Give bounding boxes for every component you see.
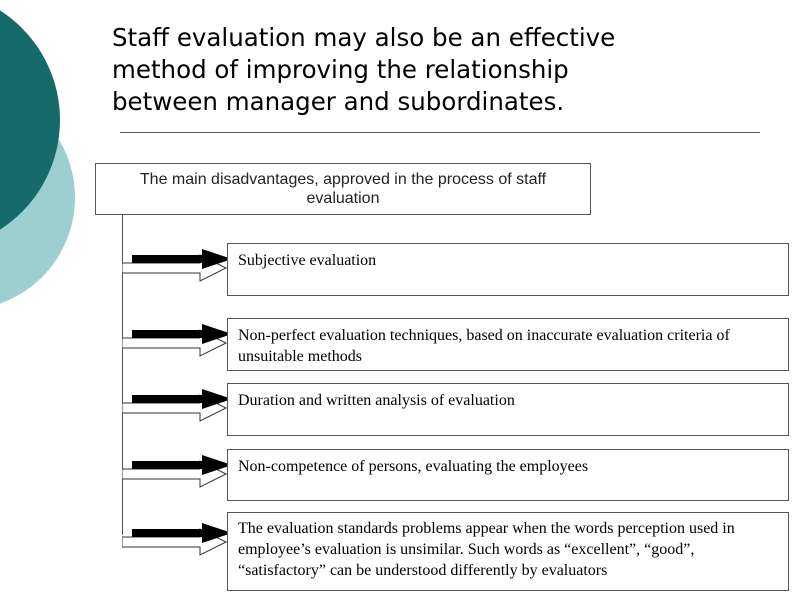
slide-title-line-1: Staff evaluation may also be an effective (112, 23, 616, 52)
disadvantage-box-2 (227, 318, 789, 371)
arrow-icon (122, 383, 232, 423)
disadvantage-box-1 (227, 243, 789, 296)
disadvantage-text-2: Non-perfect evaluation techniques, based on inaccurate evaluation criteria of unsuitable methods (238, 327, 730, 365)
arrow-icon (122, 243, 232, 283)
diagram-header-box: The main disadvantages, approved in the process of staff evaluation (95, 163, 591, 215)
disadvantage-box-5 (227, 512, 789, 591)
disadvantage-text-3: Duration and written analysis of evaluation (238, 392, 515, 409)
slide-title-line-3: between manager and subordinates. (112, 87, 565, 116)
slide-title-line-2: method of improving the relationship (112, 55, 569, 84)
title-divider (120, 132, 760, 133)
arrow-icon (122, 449, 232, 489)
arrow-icon (122, 318, 232, 358)
disadvantage-box-3 (227, 383, 789, 436)
disadvantage-box-4 (227, 449, 789, 501)
disadvantage-text-5: The evaluation standards problems appear when the words perception used in employee’s evaluation is unsimilar. Such words as “excellent”, “good”, “satisfactory” can be understood differently by evaluators (238, 520, 735, 579)
arrow-icon (122, 517, 232, 557)
disadvantage-text-1: Subjective evaluation (238, 252, 377, 269)
disadvantage-text-4: Non-competence of persons, evaluating the employees (238, 458, 589, 475)
slide-title (112, 22, 752, 118)
